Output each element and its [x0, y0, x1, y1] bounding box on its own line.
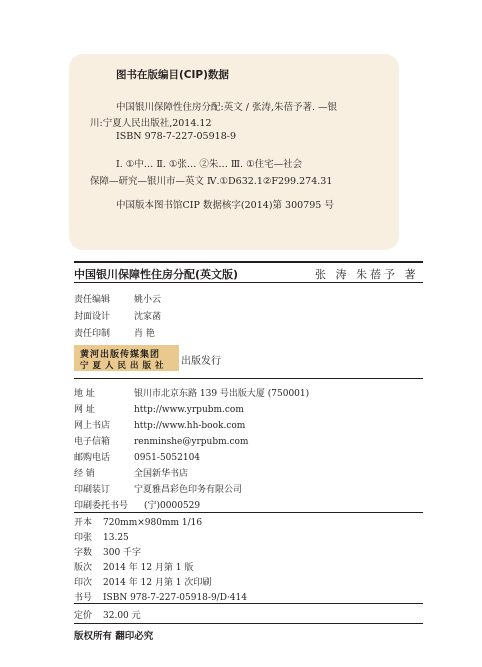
spec-label: 版次 — [74, 563, 93, 573]
price-row — [74, 608, 141, 621]
spec-label: 字数 — [74, 548, 93, 558]
cip-line-1: 中国银川保障性住房分配:英文 / 张涛,朱蓓予著. —银 — [116, 102, 338, 113]
spec-value: ISBN 978-7-227-05918-9/D·414 — [103, 593, 247, 603]
staff-value: 肖 艳 — [134, 329, 155, 339]
contact-value: 全国新华书店 — [134, 469, 189, 479]
cip-line-4: Ⅰ. ①中… Ⅱ. ①张… ②朱… Ⅲ. ①住宅—社会 — [116, 159, 303, 170]
contact-label: 网上书店 — [74, 421, 111, 431]
staff-value: 姚小云 — [134, 295, 162, 305]
spec-row — [74, 590, 247, 603]
staff-row — [74, 292, 161, 305]
book-title: 中国银川保障性住房分配(英文版) — [74, 268, 239, 281]
spec-row — [74, 530, 129, 543]
contact-label: 网 址 — [74, 405, 95, 415]
staff-label: 责任编辑 — [74, 295, 111, 305]
contact-label: 电子信箱 — [74, 437, 111, 447]
cip-line-6: 中国版本图书馆CIP 数据核字(2014)第 300795 号 — [116, 200, 334, 211]
cip-line-5: 保障—研究—银川市—英文 Ⅳ.①D632.1②F299.274.31 — [90, 176, 333, 187]
publisher-group-name: 黄河出版传媒集团 — [80, 350, 161, 360]
staff-label: 封面设计 — [74, 312, 111, 322]
publisher-name: 宁夏人民出版社 — [80, 361, 168, 371]
contact-row — [74, 450, 200, 463]
spec-label: 印张 — [74, 533, 93, 543]
contact-row — [74, 386, 309, 399]
divider — [74, 512, 423, 513]
contact-row — [74, 498, 200, 511]
divider — [74, 282, 423, 283]
spec-row — [74, 515, 202, 528]
staff-value: 沈家菡 — [134, 312, 162, 322]
staff-row — [74, 309, 161, 322]
staff-row — [74, 326, 155, 339]
cip-data-box — [69, 54, 399, 250]
spec-value: 720mm×980mm 1/16 — [103, 518, 203, 528]
divider-top — [74, 261, 423, 263]
cip-line-2: 川:宁夏人民出版社,2014.12 — [90, 118, 212, 129]
cip-isbn: ISBN 978-7-227-05918-9 — [116, 131, 236, 142]
contact-value: 0951-5052104 — [134, 453, 201, 463]
divider — [74, 603, 423, 604]
contact-value: 银川市北京东路 139 号出版大厦 (750001) — [134, 389, 310, 399]
contact-row — [74, 434, 248, 447]
spec-row — [74, 545, 141, 558]
spec-label: 印次 — [74, 578, 93, 588]
contact-row — [74, 402, 244, 415]
contact-label: 地 址 — [74, 389, 95, 399]
spec-value: 300 千字 — [103, 548, 142, 558]
publisher-suffix: 出版发行 — [181, 356, 221, 367]
contact-value: http://www.hh-book.com — [134, 421, 246, 431]
spec-value: 13.25 — [103, 533, 129, 543]
contact-label: 经 销 — [74, 469, 95, 479]
cip-title: 图书在版编目(CIP)数据 — [116, 69, 229, 81]
staff-label: 责任印制 — [74, 329, 111, 339]
contact-row — [74, 418, 245, 431]
spec-row — [74, 560, 193, 573]
copyright-notice: 版权所有 翻印必究 — [74, 631, 154, 642]
spec-value: 2014 年 12 月第 1 版 — [103, 563, 194, 573]
price-label: 定价 — [74, 611, 93, 621]
spec-row — [74, 575, 211, 588]
contact-label: 邮购电话 — [74, 453, 111, 463]
spec-value: 2014 年 12 月第 1 次印刷 — [103, 578, 212, 588]
contact-value: 宁夏雅昌彩色印务有限公司 — [134, 485, 243, 495]
contact-value: (宁)0000529 — [144, 501, 201, 511]
contact-row — [74, 482, 242, 495]
contact-label: 印刷委托书号 — [74, 501, 129, 511]
spec-label: 开本 — [74, 518, 93, 528]
contact-value: renminshe@yrpubm.com — [134, 437, 249, 447]
book-authors: 张 涛 朱蓓予 著 — [315, 268, 419, 281]
divider — [74, 378, 423, 379]
divider — [74, 623, 423, 624]
contact-value: http://www.yrpubm.com — [134, 405, 244, 415]
contact-label: 印刷装订 — [74, 485, 111, 495]
spec-label: 书号 — [74, 593, 93, 603]
contact-row — [74, 466, 188, 479]
price-value: 32.00 元 — [103, 611, 141, 621]
